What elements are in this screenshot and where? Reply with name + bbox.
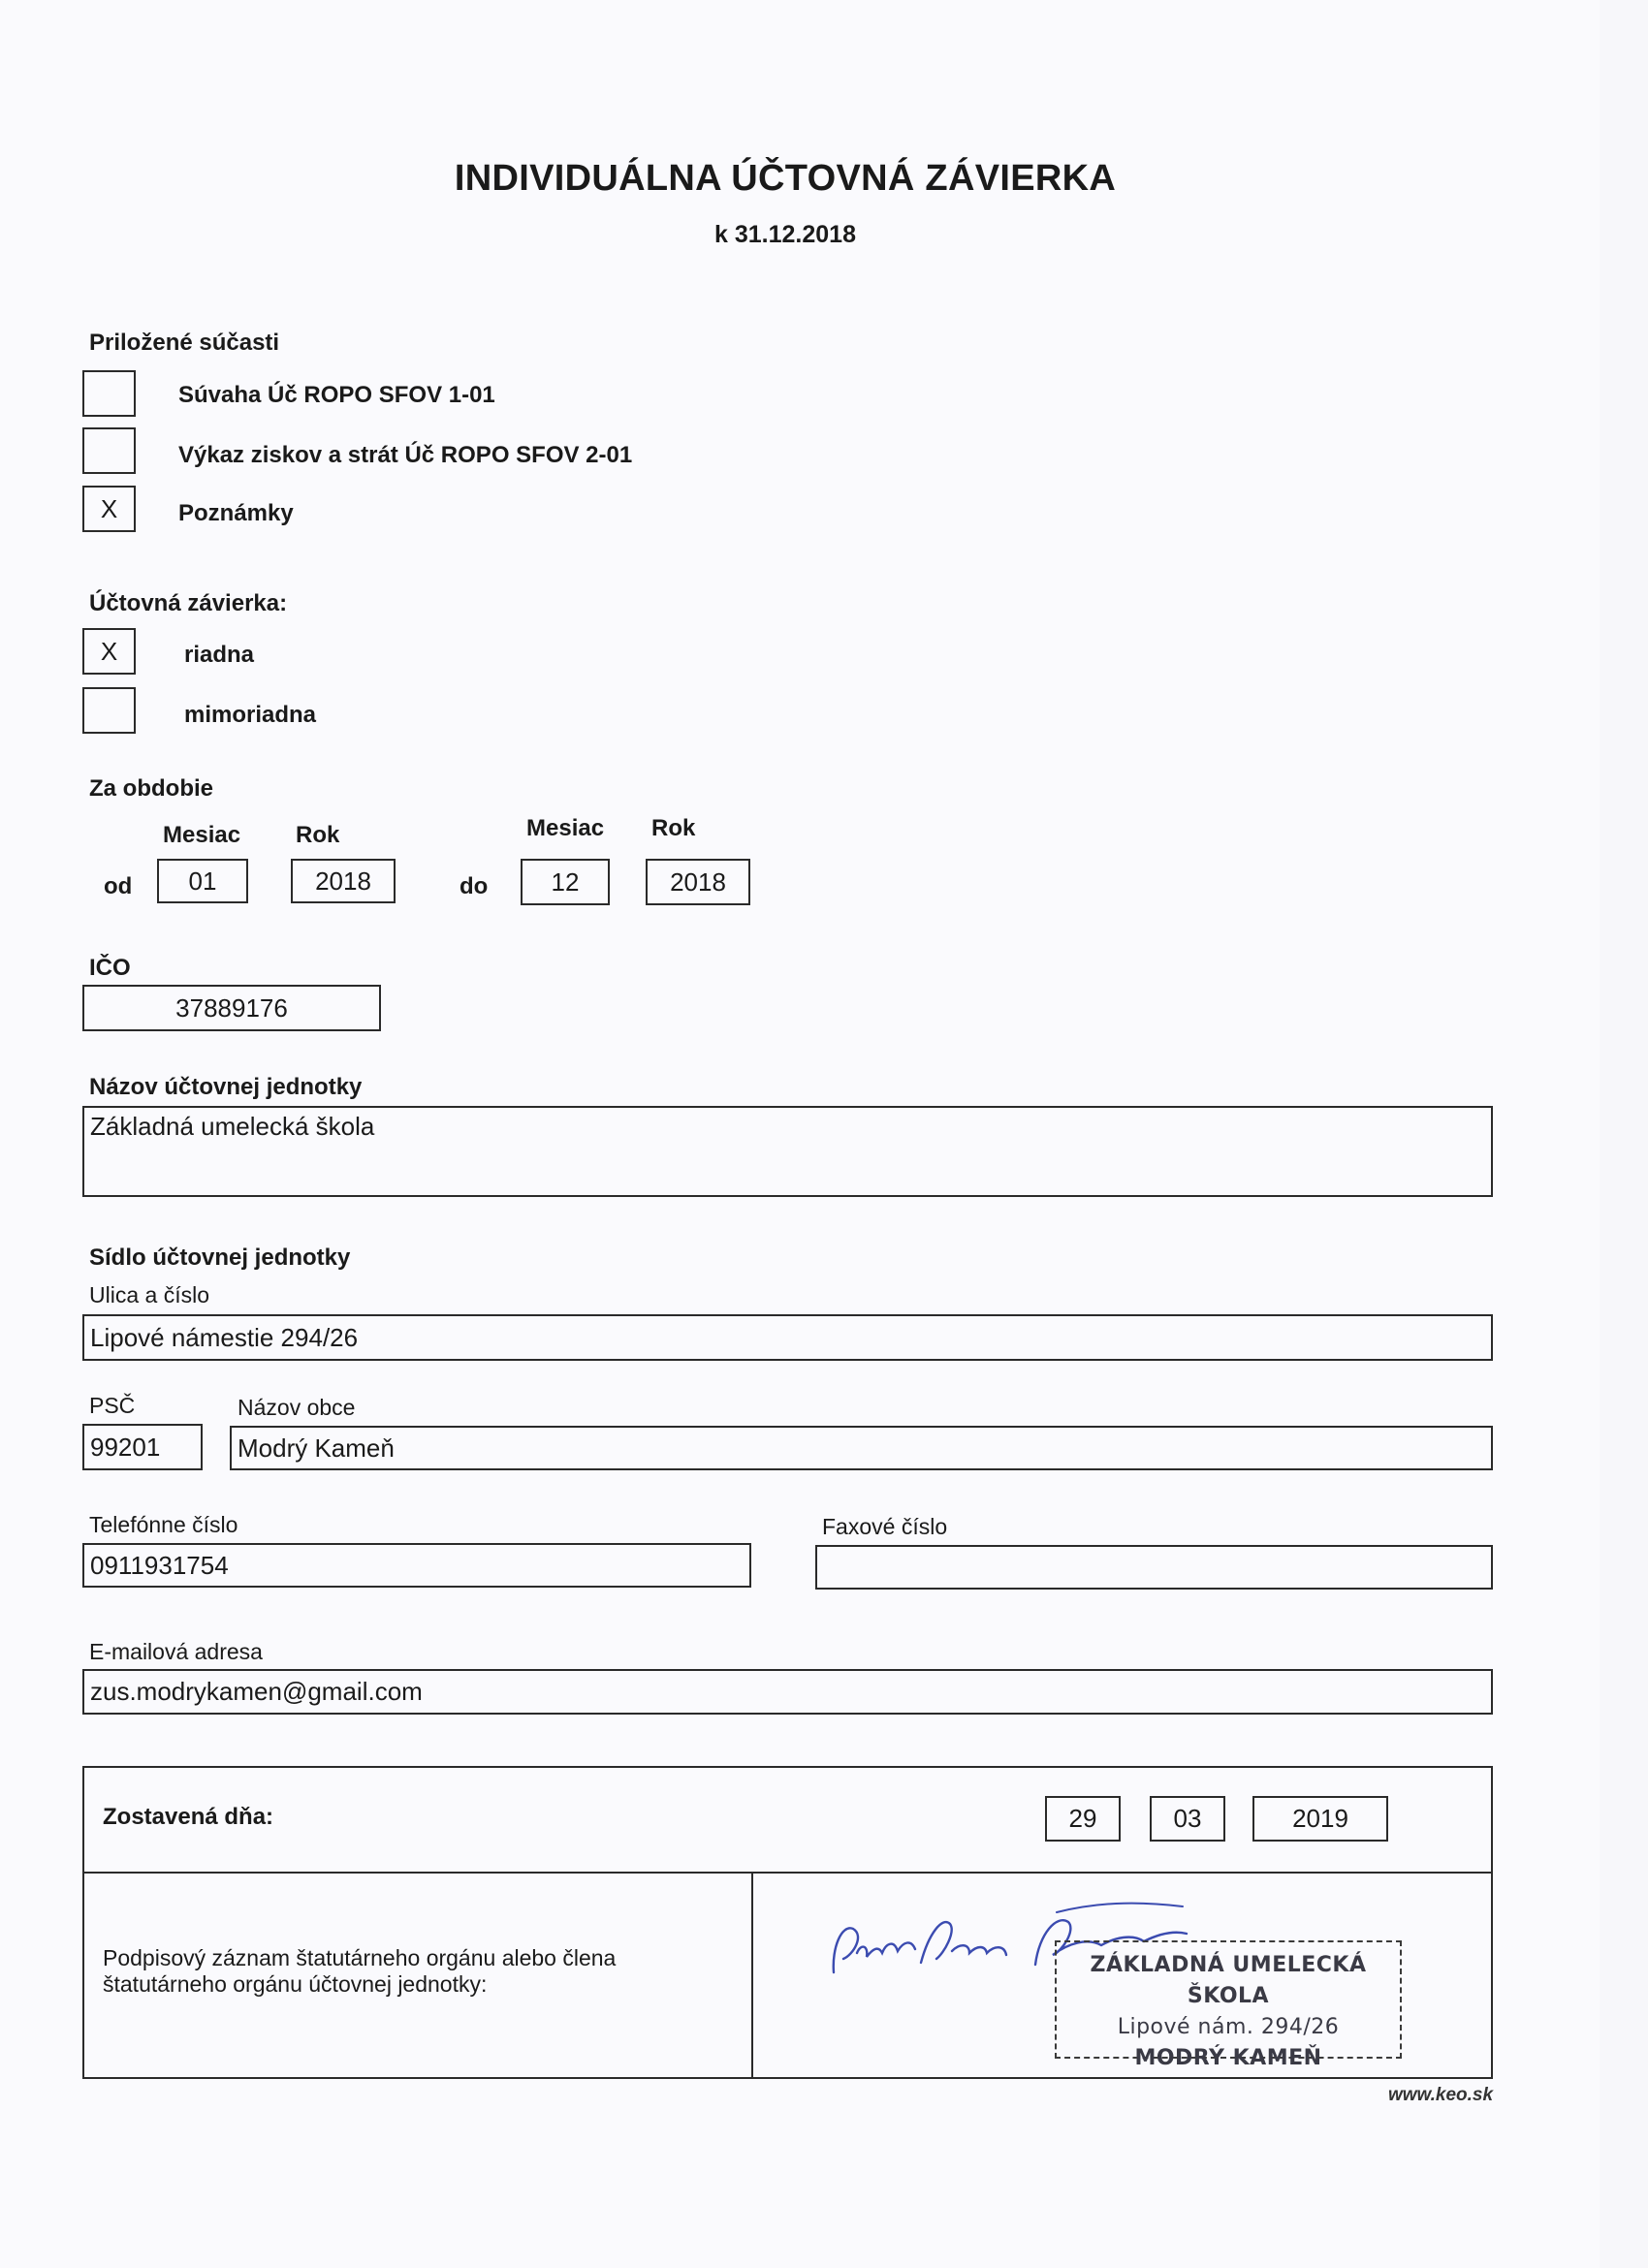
period-to-year-label: Rok	[651, 815, 696, 841]
official-stamp	[1055, 1940, 1402, 2070]
compiled-day-field[interactable]: 29	[1045, 1796, 1121, 1842]
compiled-label: Zostavená dňa:	[103, 1804, 274, 1830]
period-to-label: do	[460, 873, 489, 899]
period-heading: Za obdobie	[89, 775, 213, 802]
psc-label: PSČ	[89, 1393, 136, 1418]
ico-field[interactable]: 37889176	[82, 985, 381, 1031]
checkbox-riadna-label: riadna	[184, 642, 255, 668]
checkbox-suvaha-label: Súvaha Úč ROPO SFOV 1-01	[178, 382, 495, 408]
compiled-month-field[interactable]: 03	[1150, 1796, 1225, 1842]
stamp-line2: Lipové nám. 294/26	[1117, 2015, 1340, 2039]
statement-type-heading: Účtovná závierka:	[89, 590, 288, 616]
period-from-label: od	[104, 873, 133, 899]
page-subtitle: k 31.12.2018	[714, 221, 856, 248]
phone-label: Telefónne číslo	[89, 1512, 238, 1537]
compiled-year-field[interactable]: 2019	[1252, 1796, 1388, 1842]
phone-field[interactable]: 0911931754	[82, 1543, 751, 1588]
checkbox-vykaz[interactable]	[82, 427, 136, 474]
period-to-month-label: Mesiac	[526, 815, 605, 841]
ico-label: IČO	[89, 955, 131, 981]
stamp-line1: ZÁKLADNÁ UMELECKÁ ŠKOLA	[1090, 1953, 1367, 2008]
checkbox-poznamky[interactable]: X	[82, 486, 136, 532]
email-label: E-mailová adresa	[89, 1639, 263, 1664]
entity-name-field[interactable]: Základná umelecká škola	[82, 1106, 1493, 1197]
city-label: Názov obce	[238, 1395, 356, 1420]
period-from-month-field[interactable]: 01	[157, 859, 248, 903]
period-from-year-field[interactable]: 2018	[291, 859, 396, 903]
city-field[interactable]: Modrý Kameň	[230, 1426, 1493, 1470]
street-label: Ulica a číslo	[89, 1282, 209, 1307]
checkbox-mimoriadna-label: mimoriadna	[184, 702, 317, 728]
email-field[interactable]: zus.modrykamen@gmail.com	[82, 1669, 1493, 1715]
checkbox-vykaz-label: Výkaz ziskov a strát Úč ROPO SFOV 2-01	[178, 442, 633, 468]
page-title: INDIVIDUÁLNA ÚČTOVNÁ ZÁVIERKA	[454, 158, 1117, 199]
stamp-line3: MODRÝ KAMEŇ	[1134, 2046, 1322, 2070]
fax-label: Faxové číslo	[822, 1514, 948, 1539]
period-from-year-label: Rok	[296, 822, 340, 848]
signature-label-line2: štatutárneho orgánu účtovnej jednotky:	[103, 1971, 488, 1997]
checkbox-mimoriadna[interactable]	[82, 687, 136, 734]
period-to-month-field[interactable]: 12	[521, 859, 610, 905]
seat-heading: Sídlo účtovnej jednotky	[89, 1244, 351, 1271]
entity-name-label: Názov účtovnej jednotky	[89, 1074, 363, 1100]
period-to-year-field[interactable]: 2018	[646, 859, 750, 905]
fax-field[interactable]	[815, 1545, 1493, 1590]
street-field[interactable]: Lipové námestie 294/26	[82, 1314, 1493, 1361]
signature-divider	[751, 1872, 753, 2079]
period-from-month-label: Mesiac	[163, 822, 241, 848]
footer-url: www.keo.sk	[1388, 2085, 1494, 2105]
components-heading: Priložené súčasti	[89, 330, 280, 356]
psc-field[interactable]: 99201	[82, 1424, 203, 1470]
signature-label-line1: Podpisový záznam štatutárneho orgánu alebo člena	[103, 1945, 617, 1970]
checkbox-riadna[interactable]: X	[82, 628, 136, 675]
checkbox-suvaha[interactable]	[82, 370, 136, 417]
checkbox-poznamky-label: Poznámky	[178, 500, 294, 526]
